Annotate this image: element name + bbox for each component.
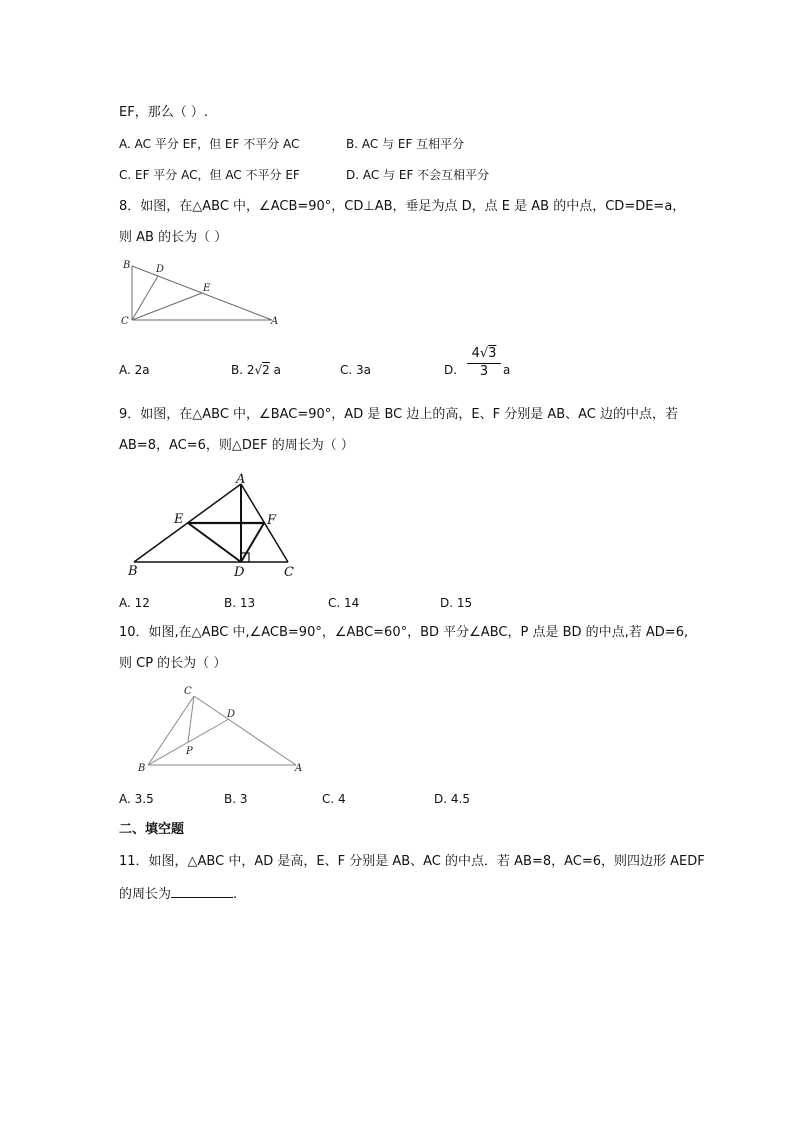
q8-option-d-prefix: D.	[444, 363, 458, 377]
q9-figure	[120, 470, 310, 580]
q8-segment-ce	[132, 293, 202, 320]
numerator-coefficient: 4	[471, 346, 480, 361]
answer-blank[interactable]	[171, 884, 233, 898]
q10-stem-line-2: 则 CP 的长为（ ）	[119, 656, 227, 671]
q10-option-c: C. 4	[322, 792, 346, 806]
q9-label-e: E	[174, 512, 184, 527]
q9-option-c: C. 14	[328, 596, 360, 610]
q8-label-e: E	[203, 283, 211, 294]
q7-option-b: B. AC 与 EF 互相平分	[346, 137, 465, 151]
q10-option-a: A. 3.5	[119, 792, 154, 806]
q7-option-d: D. AC 与 EF 不会互相平分	[346, 168, 490, 182]
q9-label-f: F	[267, 513, 277, 528]
q9-label-d: D	[234, 565, 245, 580]
q8-option-c: C. 3a	[340, 363, 371, 377]
q8-stem-line-2: 则 AB 的长为（ ）	[119, 230, 228, 245]
q11-stem-line-2	[119, 884, 237, 904]
q8-option-d-denominator: 3	[479, 364, 489, 379]
q9-option-b: B. 13	[224, 596, 256, 610]
q10-label-a: A	[295, 763, 303, 774]
q8-label-b: B	[123, 260, 131, 271]
q10-label-c: C	[184, 686, 192, 697]
q8-option-b-suffix: a	[273, 363, 281, 377]
q8-option-a: A. 2a	[119, 363, 150, 377]
q8-option-b-prefix: B. 2	[231, 363, 255, 377]
q7-stem-tail: EF，那么（ ）.	[119, 105, 208, 120]
q8-option-b	[231, 361, 281, 379]
q8-label-c: C	[121, 316, 129, 327]
q11-stem-line-1: 11．如图，△ABC 中，AD 是高，E、F 分别是 AB、AC 的中点．若 AB=8，AC=6，则四边形 AEDF	[119, 854, 705, 869]
q8-segment-cd	[132, 276, 158, 320]
q8-option-d-suffix: a	[503, 363, 511, 377]
q10-label-d: D	[227, 709, 236, 720]
q7-option-c: C. EF 平分 AC，但 AC 不平分 EF	[119, 168, 300, 182]
numerator-radicand: 3	[488, 346, 497, 361]
q10-label-b: B	[138, 763, 146, 774]
q9-label-b: B	[128, 564, 138, 579]
q9-stem-line-1: 9．如图，在△ABC 中，∠BAC=90°，AD 是 BC 边上的高，E、F 分别是 AB、AC 边的中点，若	[119, 407, 679, 422]
q10-option-b: B. 3	[224, 792, 248, 806]
q10-stem-line-1: 10．如图,在△ABC 中,∠ACB=90°，∠ABC=60°，BD 平分∠ABC，P 点是 BD 的中点,若 AD=6,	[119, 625, 689, 640]
q9-option-d: D. 15	[440, 596, 473, 610]
q9-label-a: A	[236, 472, 246, 487]
q8-label-d: D	[156, 264, 165, 275]
q8-stem-line-1: 8．如图，在△ABC 中，∠ACB=90°，CD⊥AB，垂足为点 D，点 E 是 AB 的中点，CD=DE=a，	[119, 199, 686, 214]
q8-label-a: A	[271, 316, 279, 327]
radical-sign: √	[479, 346, 489, 361]
q9-label-c: C	[284, 565, 294, 580]
q9-stem-line-2: AB=8，AC=6，则△DEF 的周长为（ ）	[119, 438, 354, 453]
q10-option-d: D. 4.5	[434, 792, 470, 806]
section-title: 二、填空题	[119, 822, 185, 837]
q7-option-a: A. AC 平分 EF，但 EF 不平分 AC	[119, 137, 300, 151]
q8-option-b-radicand: 2	[262, 363, 270, 377]
q10-figure	[134, 683, 310, 777]
q11-stem-suffix: .	[233, 887, 238, 902]
q8-figure	[115, 258, 285, 330]
q8-option-d-fraction	[467, 346, 501, 380]
q10-label-p: P	[186, 746, 193, 757]
q9-segment-fd	[241, 523, 264, 562]
q9-option-a: A. 12	[119, 596, 150, 610]
q11-stem-prefix: 的周长为	[119, 887, 172, 902]
q9-segment-ed	[188, 523, 241, 562]
radical-sign: √	[254, 363, 263, 377]
q8-option-d-numerator	[467, 346, 501, 364]
